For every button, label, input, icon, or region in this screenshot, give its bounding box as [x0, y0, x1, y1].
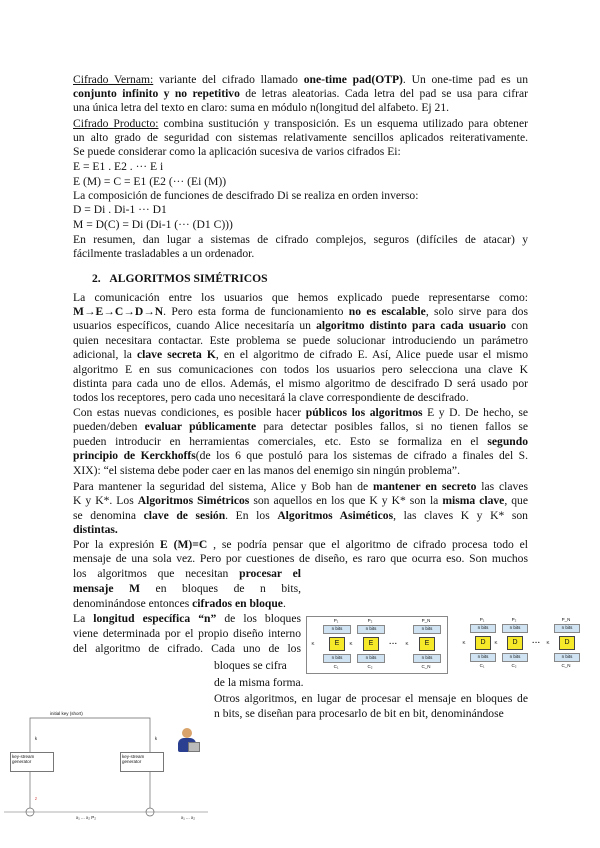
- text-run: , que: [504, 494, 528, 507]
- text-run: , solo sirve para dos: [425, 305, 528, 318]
- bold-run: evaluar públicamente: [144, 420, 257, 433]
- key-label: K: [349, 641, 353, 646]
- bold-run: mantener en secreto: [373, 480, 477, 493]
- ciphertext-label: C_N: [561, 663, 571, 668]
- bold-run: cifrados en bloque: [192, 597, 283, 610]
- user-icon: [176, 728, 198, 758]
- text-line: Otros algoritmos, en lugar de procesar el mensaje en bloques de: [214, 692, 528, 705]
- keystream-generator-box: key-stream generator: [10, 752, 54, 772]
- text-line: fácilmente trasladables a un ordenador.: [73, 247, 255, 260]
- bold-run: Algoritmos Asiméticos: [277, 509, 394, 522]
- bold-run: segundo: [487, 435, 528, 448]
- ciphertext-label: C₁: [479, 663, 485, 668]
- ciphertext-label: C_N: [421, 664, 431, 669]
- text-run: son aquellos en los que K y K* son la: [249, 494, 443, 507]
- head-icon: [182, 728, 192, 738]
- text-run: Con estas nuevas condiciones, es posible hacer: [73, 406, 306, 419]
- bold-run: algoritmo distinto para cada usuario: [316, 319, 507, 332]
- output-stream-label: x₁ ... x₂: [180, 815, 196, 820]
- text-line: [73, 567, 301, 581]
- text-run: adicional, la: [73, 348, 137, 361]
- formula: M = D(C) = Di (Di-1 (··· (D1 C))): [73, 218, 233, 231]
- text-run: . En los: [225, 509, 278, 522]
- text-line: de la misma forma.: [214, 676, 304, 689]
- text-line: [73, 73, 528, 87]
- text-run: , se podría pensar que el algoritmo de cifrado procesa todo el: [207, 538, 528, 551]
- text-line: [73, 509, 528, 523]
- text-run: . Un one-time pad es un: [402, 73, 528, 86]
- plaintext-stream-label: x₁ ... x₂ P₂: [75, 815, 96, 820]
- laptop-icon: [188, 742, 200, 752]
- text-line: mensaje de una sola vez. Pero por cuestiones de diseño, es raro que ocurra eso. Son muchos: [73, 552, 528, 565]
- text-line: [73, 117, 528, 131]
- bold-run: M→E→C→D→N: [73, 305, 164, 318]
- key-label: K: [546, 640, 550, 645]
- bold-run: misma clave: [442, 494, 505, 507]
- formula: D = Di . Di-1 ··· D1: [73, 203, 167, 216]
- ciphertext-label: C₂: [367, 664, 373, 669]
- text-run: de los bloques: [216, 612, 301, 625]
- bold-run: one-time pad(OTP): [303, 73, 403, 86]
- text-run: Para mantener la seguridad del sistema, Alice y Bob han de: [73, 480, 374, 493]
- encrypt-box: E: [329, 637, 345, 651]
- ellipsis: • • •: [389, 641, 397, 646]
- text-line: del algoritmo de cifrado. Cada uno de los: [73, 642, 301, 655]
- text-line: todos los receptores, pero cada uno necesitará la clave correspondiente de descifrado.: [73, 391, 469, 404]
- bold-run: E (M)=C: [160, 538, 208, 551]
- text-line: [73, 348, 528, 362]
- text-line: [73, 494, 528, 508]
- text-line: La comunicación entre los usuarios que hemos explicado puede representarse como:: [73, 291, 528, 304]
- plaintext-label: P₂: [367, 618, 373, 623]
- encrypt-box: E: [363, 637, 379, 651]
- bold-run: distintas.: [73, 523, 118, 536]
- text-line: La composición de funciones de descifrado Di se realiza en orden inverso:: [73, 189, 419, 202]
- decryption-block-diagram: [458, 616, 584, 672]
- text-run: .: [282, 597, 286, 610]
- decrypt-box: D: [475, 636, 491, 650]
- text-run: K y K*. Los: [73, 494, 138, 507]
- initial-key-label: initial key (short): [50, 711, 83, 716]
- key-label: k: [154, 736, 158, 741]
- text-run: variante del cifrado llamado: [153, 73, 304, 86]
- input-block: n bits: [554, 624, 580, 633]
- text-line: distinta para cada uno de ellos. Además, el mismo algoritmo de descifrado D será usado por: [73, 377, 528, 390]
- text-run: . Pero esta forma de funcionamiento: [163, 305, 349, 318]
- text-line: [73, 597, 301, 611]
- section-title: ALGORITMOS SIMÉTRICOS: [109, 272, 268, 285]
- key-label: K: [405, 641, 409, 646]
- decrypt-box: D: [507, 636, 523, 650]
- text-run: La: [73, 612, 94, 625]
- text-run: , las claves K y K* son: [393, 509, 528, 522]
- ellipsis: • • •: [532, 640, 540, 645]
- text-run: en bloques de n bits,: [140, 582, 301, 595]
- text-line: una única letra del texto en claro: suma en módulo n(longitud del alfabeto. Ej 21.: [73, 101, 450, 114]
- text-line: [73, 420, 528, 434]
- bold-run: procesar el: [239, 567, 301, 580]
- text-line: [73, 612, 301, 626]
- ciphertext-label: C₂: [511, 663, 517, 668]
- decrypt-box: D: [559, 636, 575, 650]
- plaintext-label: P_N: [421, 618, 431, 623]
- key-line: [30, 718, 150, 733]
- bold-run: mensaje M: [73, 582, 141, 595]
- formula: E (M) = C = E1 (E2 (··· (Ei (M)): [73, 175, 227, 188]
- text-run: se denomina: [73, 509, 144, 522]
- key-label: K: [462, 640, 466, 645]
- output-block: n bits: [502, 653, 528, 662]
- output-block: n bits: [413, 654, 441, 663]
- text-line: [73, 406, 528, 420]
- text-line: En resumen, dan lugar a sistemas de cifrado complejos, seguros (difíciles de atacar) y: [73, 233, 528, 246]
- input-block: n bits: [470, 624, 496, 633]
- output-block: n bits: [554, 653, 580, 662]
- output-block: n bits: [470, 653, 496, 662]
- text-line: Se puede considerar como la aplicación sucesiva de varios cifrados Ei:: [73, 145, 401, 158]
- bold-run: clave secreta K: [136, 348, 216, 361]
- text-line: bloques se cifra: [214, 659, 287, 672]
- bold-run: públicos los algoritmos: [305, 406, 423, 419]
- text-line: [73, 319, 528, 333]
- text-line: [73, 523, 528, 537]
- term-producto: Cifrado Producto:: [73, 117, 159, 130]
- input-block: n bits: [323, 625, 351, 634]
- text-run: con: [506, 319, 529, 332]
- text-run: de letras aleatorias. Cada letra del pad se usa para cifrar: [239, 87, 528, 100]
- key-label: K: [494, 640, 498, 645]
- text-run: para detectar posibles fallos, si no tienen fallos se: [256, 420, 529, 433]
- key-label: K: [311, 641, 315, 646]
- text-line: n bits, se diseñan para procesarlo de bit en bit, denominándose: [214, 707, 504, 720]
- formula: E = E1 . E2 . ··· E i: [73, 160, 164, 173]
- text-run: combina sustitución y transposición. Es un esquema utilizado para obtener: [158, 117, 528, 130]
- bold-run: no es escalable: [348, 305, 426, 318]
- text-line: viene determinada por el propio diseño interno: [73, 627, 301, 640]
- output-block: n bits: [357, 654, 385, 663]
- bold-run: principio de Kerckhoffs: [73, 449, 196, 462]
- input-block: n bits: [413, 625, 441, 634]
- encryption-block-diagram: [306, 616, 448, 674]
- text-run: (de los 6 que postuló para los sistemas de cifrado a finales del S.: [195, 449, 528, 462]
- plaintext-label: P₁: [479, 617, 485, 622]
- text-run: pueden introducir en herramientas comerciales, etc. Esto se formaliza en el: [73, 435, 488, 448]
- text-line: [73, 435, 528, 449]
- text-line: XIX): “el sistema debe poder caer en las manos del enemigo sin ningún problema”.: [73, 464, 460, 477]
- text-run: Por la expresión: [73, 538, 161, 551]
- ciphertext-label: C₁: [333, 664, 339, 669]
- text-line: [73, 582, 301, 596]
- text-run: las claves: [476, 480, 529, 493]
- bold-run: conjunto infinito y no repetitivo: [73, 87, 240, 100]
- text-run: usuarios específicos, cuando Alice necesitaría un: [73, 319, 317, 332]
- input-block: n bits: [357, 625, 385, 634]
- bold-run: clave de sesión: [143, 509, 226, 522]
- text-line: algoritmo E en sus comunicaciones con todos los usuarios pero selecciona una clave K: [73, 363, 528, 376]
- plaintext-label: P_N: [561, 617, 571, 622]
- term-vernam: Cifrado Vernam:: [73, 73, 154, 86]
- stream-cipher-diagram: [0, 708, 212, 820]
- keystream-generator-box: key-stream generator: [120, 752, 164, 772]
- input-block: n bits: [502, 624, 528, 633]
- bold-run: Algoritmos Simétricos: [137, 494, 250, 507]
- key-label: k: [34, 736, 38, 741]
- text-line: [73, 87, 528, 101]
- section-heading: [92, 272, 268, 286]
- text-run: , en el algoritmo de cifrado E. Así, Alice puede usar el mismo: [215, 348, 528, 361]
- keystream-label: z: [34, 796, 38, 801]
- bold-run: longitud específica “n”: [93, 612, 217, 625]
- text-line: [73, 538, 528, 552]
- text-line: quien necesitara contactar. Este problema se puede solucionar introduciendo un parámetro: [73, 334, 528, 347]
- text-run: denominándose entonces: [73, 597, 193, 610]
- text-line: [73, 449, 528, 463]
- text-run: los algoritmos que necesitan: [73, 567, 240, 580]
- text-run: pueden/deben: [73, 420, 145, 433]
- output-block: n bits: [323, 654, 351, 663]
- text-line: [73, 480, 528, 494]
- section-number: 2.: [92, 272, 101, 285]
- text-line: un alto grado de seguridad con sistemas relativamente sencillos aplicados reiterativamente.: [73, 131, 528, 144]
- text-run: E y D. De hecho, se: [422, 406, 528, 419]
- text-line: [73, 305, 528, 319]
- plaintext-label: P₂: [511, 617, 517, 622]
- encrypt-box: E: [419, 637, 435, 651]
- plaintext-label: P₁: [333, 618, 339, 623]
